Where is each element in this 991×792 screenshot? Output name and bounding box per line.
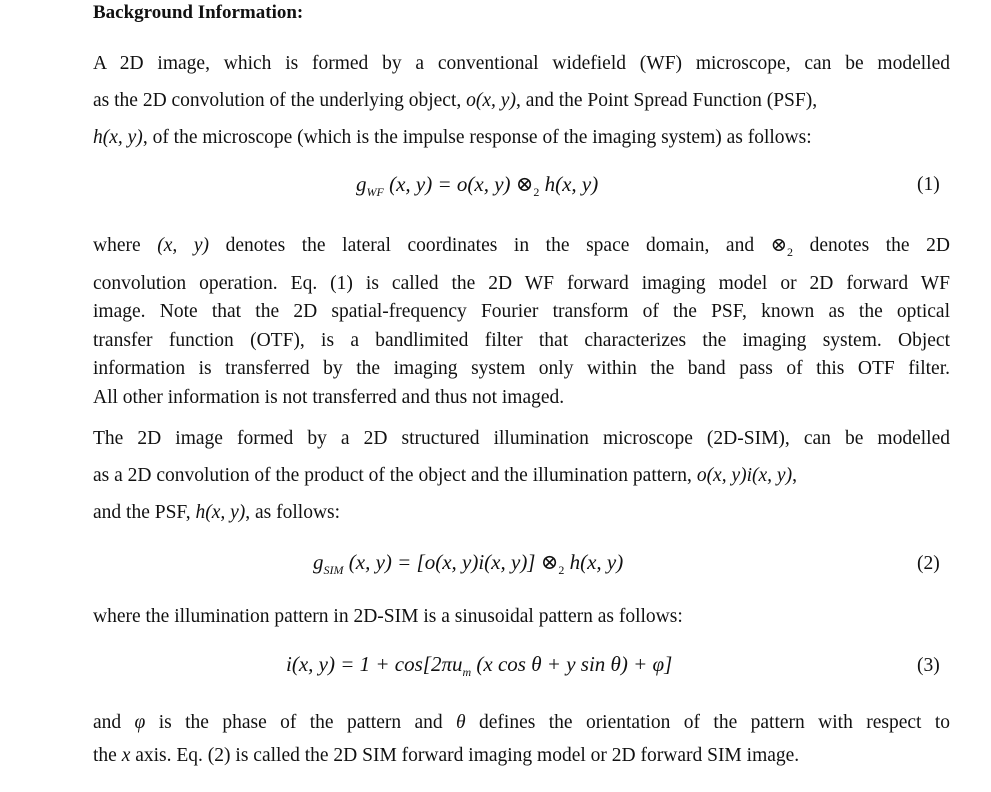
equation-number: (3) xyxy=(917,655,940,676)
paragraph-pattern xyxy=(93,603,950,631)
text-line: convolution operation. Eq. (1) is called the 2D WF forward imaging model or 2D forward WF xyxy=(93,272,950,294)
text-line: information is transferred by the imaging system only within the band pass of this OTF filter. xyxy=(93,358,950,380)
paragraph-intro xyxy=(93,45,950,156)
equation-2: $g_{SIM}$ (x, y) = [o(x, y)i(x, y)] $\otimes_2$ h(x, y) xyxy=(313,550,624,578)
paragraph-wf xyxy=(93,228,950,412)
text-line: where (x, y) denotes the lateral coordinates in the space domain, and $\otimes_2$ denotes the 2D xyxy=(93,235,951,259)
text-line: h(x, y), of the microscope (which is the impulse response of the imaging system) as follows: xyxy=(93,127,812,148)
text-line: transfer function (OTF), is a bandlimited filter that characterizes the imaging system. Object xyxy=(93,329,950,351)
math-object: o(x, y) xyxy=(466,90,516,111)
text-line: as a 2D convolution of the product of the object and the illumination pattern, o(x, y)i(x, y), xyxy=(93,465,797,486)
text-line: where the illumination pattern in 2D-SIM is a sinusoidal pattern as follows: xyxy=(93,606,683,627)
text-line: A 2D image, which is formed by a conventional widefield (WF) microscope, can be modelled xyxy=(93,53,950,74)
math-psf: h(x, y) xyxy=(93,127,143,148)
equation-3: i(x, $y) = 1 + \cos[2\pi u_m$ (x cos θ + y sin θ) + φ] xyxy=(286,652,673,680)
text-line: and the PSF, h(x, y), as follows: xyxy=(93,502,341,523)
text-line: The 2D image formed by a 2D structured illumination microscope (2D-SIM), can be modelled xyxy=(93,428,950,449)
equation-1: $g_{WF}$ (x, y) = o(x, y) $\otimes_2$ h(x, y) xyxy=(356,172,599,200)
section-heading: Background Information: xyxy=(93,2,304,23)
math-psf: h(x, y) xyxy=(195,502,246,523)
paragraph-sim xyxy=(93,420,950,531)
paragraph-phase xyxy=(93,706,950,772)
math-product: o(x, y)i(x, y) xyxy=(696,465,793,486)
text-line: image. Note that the 2D spatial-frequency Fourier transform of the PSF, known as the optical xyxy=(93,301,950,323)
equation-number: (2) xyxy=(917,553,940,574)
text-line: as the 2D convolution of the underlying object, o(x, y), and the Point Spread Function (PSF), xyxy=(93,90,818,111)
text-line: the x axis. Eq. (2) is called the 2D SIM forward imaging model or 2D forward SIM image. xyxy=(93,745,800,766)
text-line: All other information is not transferred and thus not imaged. xyxy=(93,386,565,408)
equation-number: (1) xyxy=(917,174,940,195)
text-line: and φ is the phase of the pattern and θ defines the orientation of the pattern with respect to xyxy=(93,712,950,733)
